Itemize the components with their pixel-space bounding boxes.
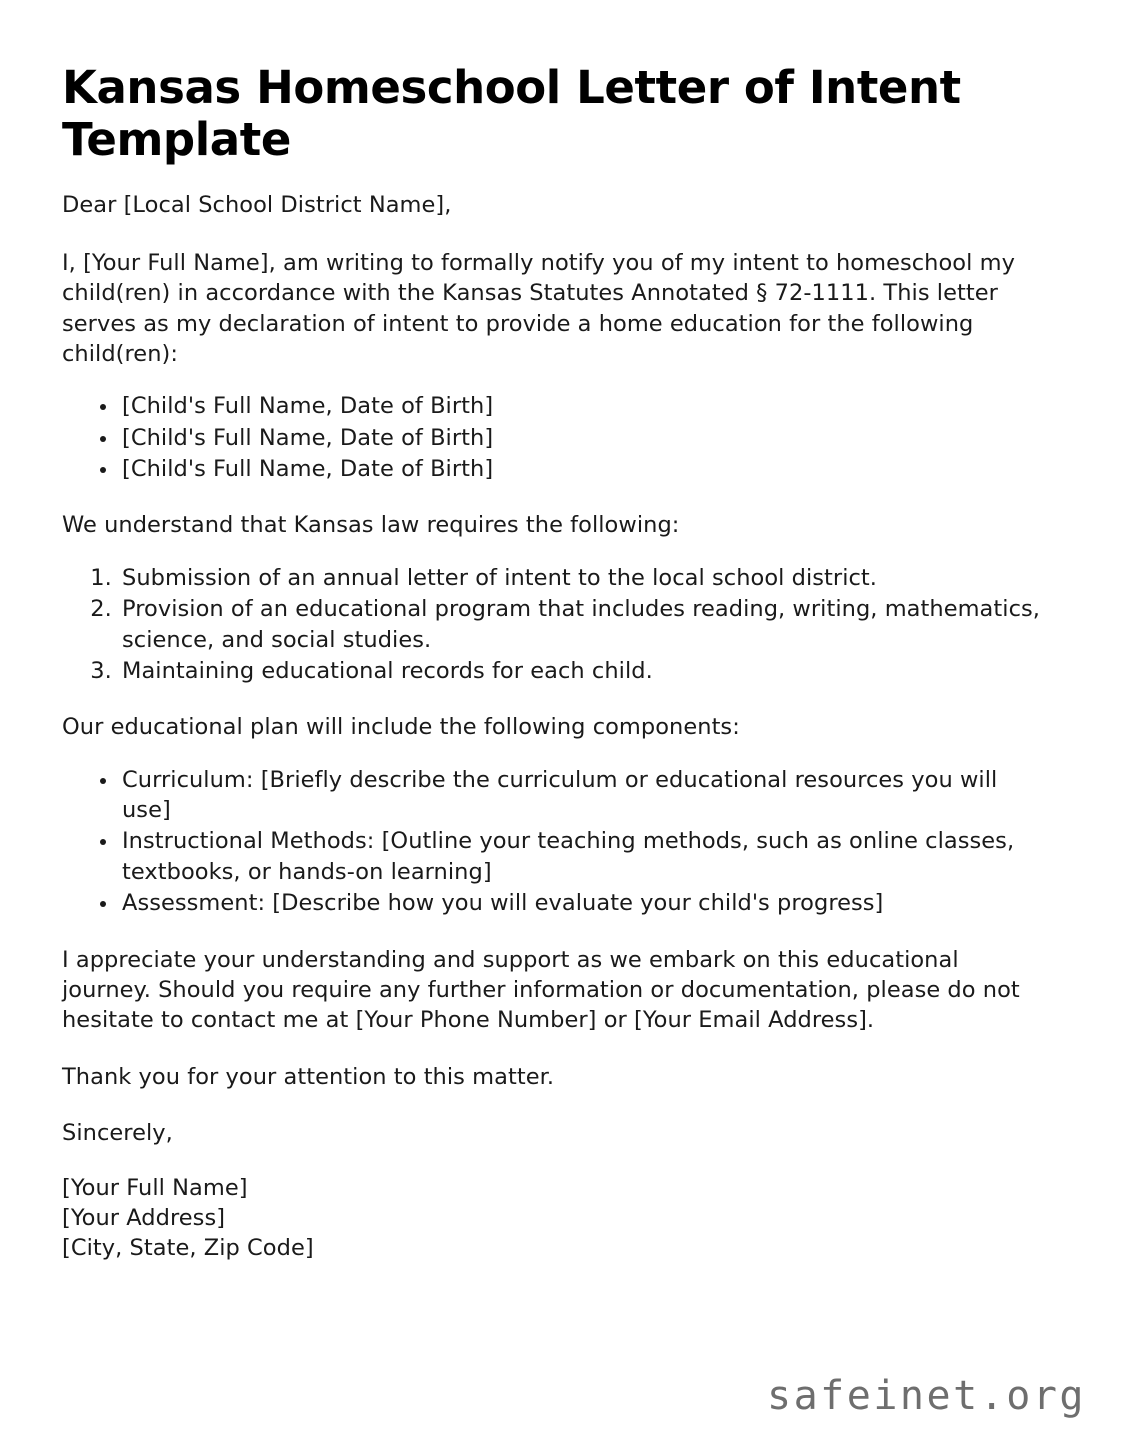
list-item: • Instructional Methods: [Outline your teaching methods, such as online classes, textbooks, or hands-on learning] [119,826,1052,887]
list-item: 2. Provision of an educational program that includes reading, writing, mathematics, science, and social studies. [119,594,1052,655]
thanks-paragraph: Thank you for your attention to this matter. [62,1063,555,1090]
list-item: • Assessment: [Describe how you will evaluate your child's progress] [119,888,1052,918]
signature-name: [Your Full Name] [62,1175,248,1202]
plan-components-list [62,765,1052,919]
children-list [62,391,1052,484]
plan-intro-paragraph: Our educational plan will include the following components: [62,714,740,741]
closing-paragraph: I appreciate your understanding and support as we embark on this educational journey. Should you require any further information or documentation, please do not hesitate to contact me at [Your Phone Number] or [Your Email Address]. [62,946,1020,1034]
list-item: • [Child's Full Name, Date of Birth] [119,423,1052,453]
sign-off: Sincerely, [62,1120,173,1146]
list-item: 1. Submission of an annual letter of intent to the local school district. [119,563,1052,593]
site-watermark: safeinet.org [767,1373,1086,1419]
signature-block [62,1174,1052,1263]
list-item: • Curriculum: [Briefly describe the curriculum or educational resources you will use] [119,765,1052,826]
list-item: • [Child's Full Name, Date of Birth] [119,391,1052,421]
document-content [62,62,1052,1263]
salutation-paragraph: Dear [Local School District Name], [62,192,452,219]
requirements-list [62,563,1052,687]
list-item: • [Child's Full Name, Date of Birth] [119,454,1052,484]
list-item: 3. Maintaining educational records for each child. [119,656,1052,686]
signature-address: [Your Address] [62,1205,226,1232]
requirements-intro-paragraph: We understand that Kansas law requires the following: [62,512,680,539]
intro-paragraph: I, [Your Full Name], am writing to formally notify you of my intent to homeschool my child(ren) in accordance with the Kansas Statutes Annotated § 72-1111. This letter serves as my declaration of intent to provide a home education for the following child(ren): [62,249,1015,367]
signature-city-state-zip: [City, State, Zip Code] [62,1234,314,1261]
page-title: Kansas Homeschool Letter of Intent Template [62,61,961,167]
